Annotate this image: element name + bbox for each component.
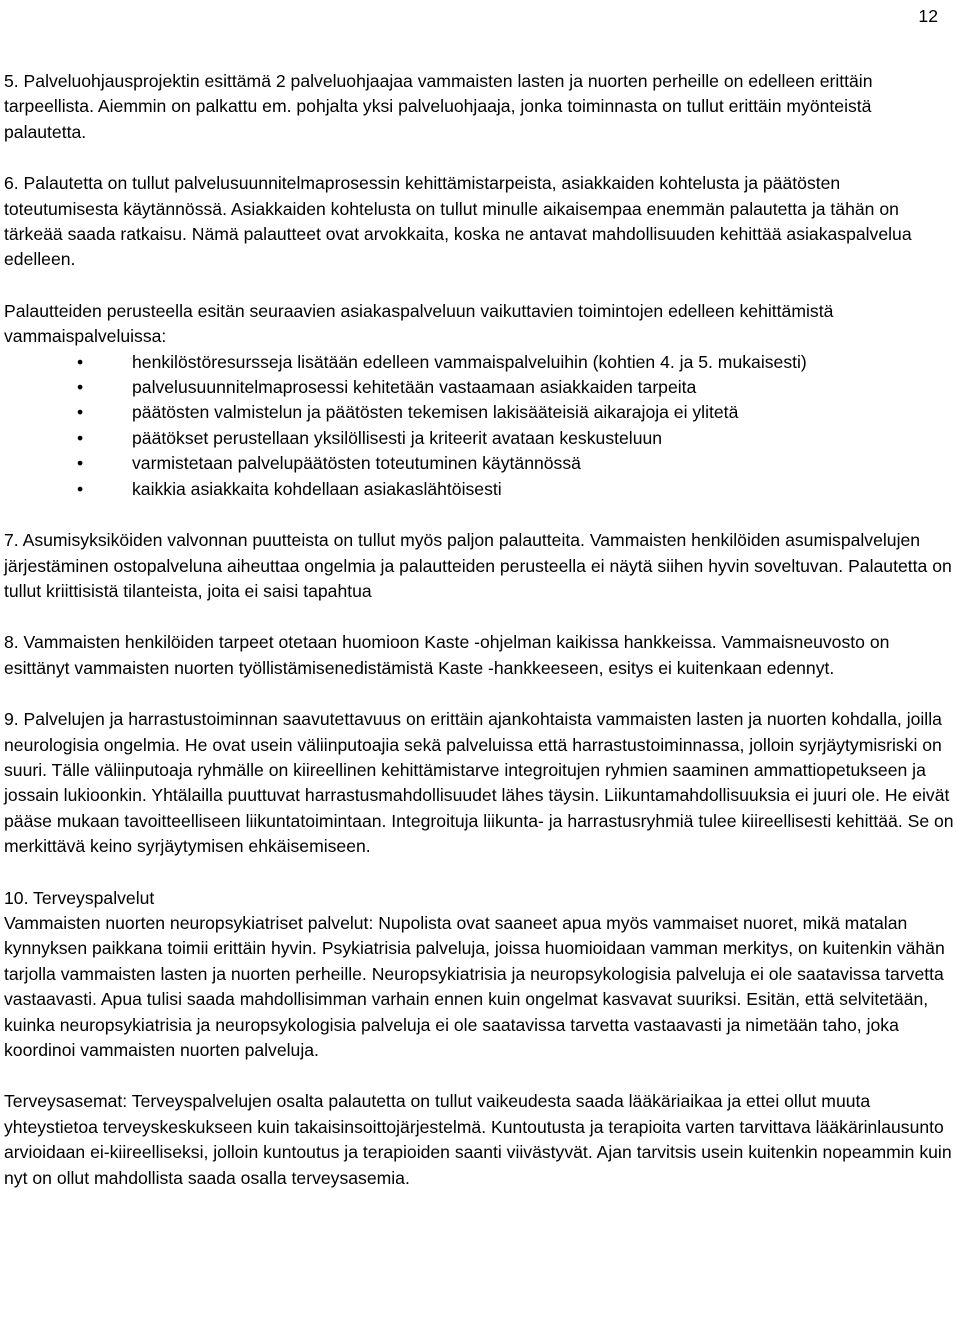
list-item <box>4 426 956 451</box>
list-item-text: palvelusuunnitelmaprosessi kehitetään vastaamaan asiakkaiden tarpeita <box>132 377 697 398</box>
bullet-icon: • <box>77 351 84 372</box>
paragraph-10: Vammaisten nuorten neuropsykiatriset palvelut: Nupolista ovat saaneet apua myös vammaiset nuoret, mikä matalan kynnyksen paikkana toimii erittäin hyvin. Psykiatrisia palveluja, joissa huomioidaan vamman merkitys, on kuitenkin vähän tarjolla vammaisten lasten ja nuorten perheille. Neuropsykiatrisia ja neuropsykologisia palveluja ei ole saatavissa tarvetta vastaavasti. Apua tulisi saada mahdollisimman varhain ennen kuin ongelmat kasvavat suuriksi. Esitän, että selvitetään, kuinka neuropsykiatrisia ja neuropsykologisia palveluja ei ole saatavissa tarvetta vastaavasti ja nimetään taho, joka koordinoi vammaisten nuorten palveluja. <box>4 912 945 1060</box>
list-item <box>4 451 956 476</box>
paragraph-6: 6. Palautetta on tullut palvelusuunnitelmaprosessin kehittämistarpeista, asiakkaiden kohtelusta ja päätösten toteutumisesta käytännössä. Asiakkaiden kohtelusta on tullut minulle aikaisempaa enemmän palautetta ja tähän on tärkeää saada ratkaisu. Nämä palautteet ovat arvokkaita, koska ne antavat mahdollisuuden kehittää asiakaspalvelua edelleen. <box>4 173 912 270</box>
list-item <box>4 400 956 425</box>
bullet-icon: • <box>77 427 84 448</box>
section-10-title: 10. Terveyspalvelut <box>4 887 155 908</box>
page-number: 12 <box>918 6 938 26</box>
paragraph-intro: Palautteiden perusteella esitän seuraavien asiakaspalveluun vaikuttavien toimintojen edelleen kehittämistä vammaispalveluissa: <box>4 300 834 347</box>
bullet-icon: • <box>77 402 84 423</box>
paragraph-8: 8. Vammaisten henkilöiden tarpeet otetaan huomioon Kaste -ohjelman kaikissa hankkeissa. Vammaisneuvosto on esittänyt vammaisten nuorten työllistämisenedistämistä Kaste -hankkeeseen, esitys ei kuitenkaan edennyt. <box>4 632 890 678</box>
paragraph-7: 7. Asumisyksiköiden valvonnan puutteista on tullut myös paljon palautteita. Vammaisten henkilöiden asumispalvelujen järjestäminen ostopalveluna aiheuttaa ongelmia ja palautteiden perusteella ei näytä siihen hyvin soveltuvan. Palautetta on tullut kriittisistä tilanteista, joita ei saisi tapahtua <box>4 530 952 601</box>
document-body <box>4 69 956 1191</box>
list-item-text: päätökset perustellaan yksilöllisesti ja kriteerit avataan keskusteluun <box>132 427 663 448</box>
paragraph-9: 9. Palvelujen ja harrastustoiminnan saavutettavuus on erittäin ajankohtaista vammaisten lasten ja nuorten kohdalla, joilla neurologisia ongelmia. He ovat usein väliinputoajia sekä palveluissa että harrastustoiminnassa, jolloin syrjäytymisriski on suuri. Tälle väliinputoaja ryhmälle on kiireellinen kehittämistarve integroitujen ryhmien saaminen ammattiopetukseen ja jossain lukioonkin. Yhtälailla puuttuvat harrastusmahdollisuudet lähes täysin. Liikuntamahdollisuuksia ei juuri ole. He eivät pääse mukaan tavoitteelliseen liikuntatoimintaan. Integroituja liikunta- ja harrastusryhmiä tulee kiireellisesti kehittää. Se on merkittävä keino syrjäytymisen ehkäisemiseen. <box>4 709 954 857</box>
list-item-text: kaikkia asiakkaita kohdellaan asiakaslähtöisesti <box>132 478 502 499</box>
list-item <box>4 350 956 375</box>
bullet-list <box>4 350 956 502</box>
bullet-icon: • <box>77 453 84 474</box>
list-item-text: päätösten valmistelun ja päätösten tekemisen lakisääteisiä aikarajoja ei ylitetä <box>132 402 739 423</box>
bullet-icon: • <box>77 377 84 398</box>
paragraph-11: Terveysasemat: Terveyspalvelujen osalta palautetta on tullut vaikeudesta saada lääkäriaikaa ja ettei ollut muuta yhteystietoa terveyskeskukseen kuin takaisinsoittojärjestelmä. Kuntoutusta ja terapioita varten tarvittava lääkärinlausunto arvioidaan ei-kiireelliseksi, jolloin kuntoutus ja terapioiden saanti viivästyvät. Ajan tarvitsis usein kuitenkin nopeammin kuin nyt on ollut mahdollista saada osalla terveysasemia. <box>4 1091 952 1188</box>
paragraph-5: 5. Palveluohjausprojektin esittämä 2 palveluohjaajaa vammaisten lasten ja nuorten perheille on edelleen erittäin tarpeellista. Aiemmin on palkattu em. pohjalta yksi palveluohjaaja, jonka toiminnasta on tullut erittäin myönteistä palautetta. <box>4 71 873 142</box>
list-item <box>4 477 956 502</box>
list-item-text: varmistetaan palvelupäätösten toteutuminen käytännössä <box>132 453 581 474</box>
list-item <box>4 375 956 400</box>
list-item-text: henkilöstöresursseja lisätään edelleen vammaispalveluihin (kohtien 4. ja 5. mukaisesti) <box>132 351 807 372</box>
bullet-icon: • <box>77 478 84 499</box>
